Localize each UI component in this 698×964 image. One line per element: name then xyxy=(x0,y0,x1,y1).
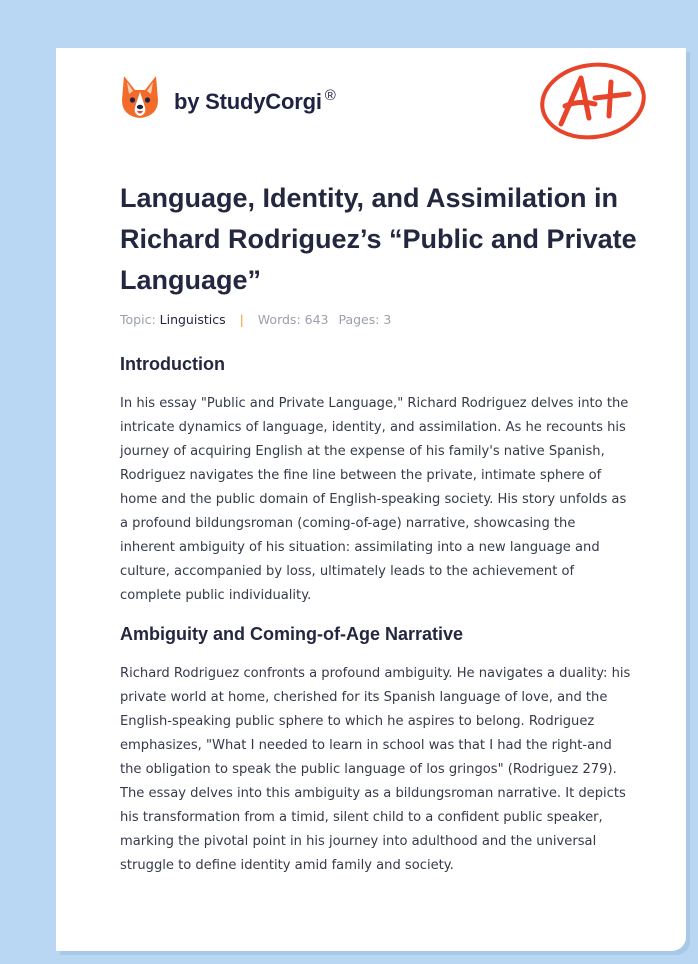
section-heading-ambiguity: Ambiguity and Coming-of-Age Narrative xyxy=(120,624,464,644)
topic-label: Topic: xyxy=(120,312,156,327)
section-body-ambiguity: Richard Rodriguez confronts a profound ambiguity. He navigates a duality: his private world at home, cherished for its Spanish language of love, and the English-speaking public sphere to which he aspires to belong. Rodriguez emphasizes, "What I needed to learn in school was that I had the right-and the obligation to speak the public language of los gringos" (Rodriguez 279). The essay delves into this ambiguity as a bildungsroman narrative. It depicts his transformation from a timid, silent child to a confident public speaker, marking the pivotal point in his journey into adulthood and the universal struggle to define identity amid family and society. xyxy=(120,666,631,873)
topic-link[interactable]: Linguistics xyxy=(159,312,226,327)
page-count: Pages: 3 xyxy=(338,312,392,327)
brand-name: by StudyCorgi ® xyxy=(174,87,336,114)
page-title: Language, Identity, and Assimilation in Richard Rodriguez’s “Public and Private Language” xyxy=(120,183,637,295)
word-count: Words: 643 xyxy=(257,312,329,327)
corgi-icon xyxy=(120,74,160,120)
a-plus-stamp-icon xyxy=(537,60,649,146)
section-body-introduction: In his essay "Public and Private Language," Richard Rodriguez delves into the intricate dynamics of language, identity, and assimilation. As he recounts his journey of acquiring English at the expense of his family's native Spanish, Rodriguez navigates the fine line between the private, intimate sphere of home and the public domain of English-speaking society. His story unfolds as a profound bildungsroman (coming-of-age) narrative, showcasing the inherent ambiguity of his situation: assimilating into a new language and culture, accompanied by loss, ultimately leads to the achievement of complete public individuality. xyxy=(120,396,629,603)
studycorgi-logo[interactable] xyxy=(120,74,336,120)
meta-separator: | xyxy=(239,312,244,327)
essay-card xyxy=(56,48,686,951)
section-heading-introduction: Introduction xyxy=(120,354,225,374)
essay-meta xyxy=(120,312,391,327)
